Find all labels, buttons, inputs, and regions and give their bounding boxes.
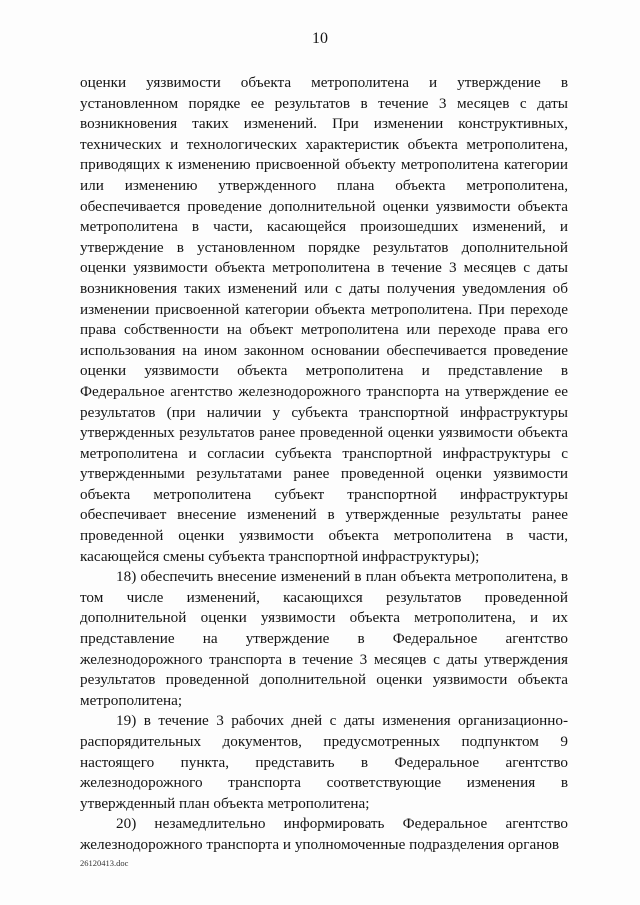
page-number: 10 <box>312 30 328 47</box>
paragraph-item-18: 18) обеспечить внесение изменений в план объекта метрополитена, в том числе изменений, касающихся результатов проведенной дополнительной оценки уязвимости объекта метрополитена, и их представление на утверждение в Федеральное агентство железнодорожного транспорта в течение 3 месяцев с даты утверждения результатов проведенной дополнительной оценки уязвимости объекта метрополитена; <box>80 568 568 709</box>
paragraph-continuation: оценки уязвимости объекта метрополитена и утверждение в установленном порядке ее результатов в течение 3 месяцев с даты возникновения таких изменений. При изменении конструктивных, технических и технологических характеристик объекта метрополитена, приводящих к изменению присвоенной объекту метрополитена категории или изменению утвержденного плана объекта метрополитена, обеспечивается проведение дополнительной оценки уязвимости объекта метрополитена в части, касающейся произошедших изменений, и утверждение в установленном порядке результатов дополнительной оценки уязвимости объекта метрополитена в течение 3 месяцев с даты возникновения таких изменений или с даты получения уведомления об изменении присвоенной категории объекта метрополитена. При переходе права собственности на объект метрополитена или переходе права его использования на ином законном основании обеспечивается проведение оценки уязвимости объекта метрополитена и представление в Федеральное агентство железнодорожного транспорта на утверждение ее результатов (при наличии у субъекта транспортной инфраструктуры утвержденных результатов ранее проведенной оценки уязвимости объекта метрополитена и согласии субъекта транспортной инфраструктуры с утвержденными результатами ранее проведенной оценки уязвимости объекта метрополитена субъект транспортной инфраструктуры обеспечивает внесение изменений в утвержденные результаты ранее проведенной оценки уязвимости объекта метрополитена в части, касающейся смены субъекта транспортной инфраструктуры); <box>80 74 568 565</box>
footer-file-code: 26120413.doc <box>80 858 129 868</box>
paragraph-item-20: 20) незамедлительно информировать Федеральное агентство железнодорожного транспорта и уполномоченные подразделения органов <box>80 815 568 853</box>
paragraph-item-19: 19) в течение 3 рабочих дней с даты изменения организационно-распорядительных документов, предусмотренных подпунктом 9 настоящего пункта, представить в Федеральное агентство железнодорожного транспорта соответствующие изменения в утвержденный план объекта метрополитена; <box>80 712 568 812</box>
document-body <box>80 73 568 856</box>
